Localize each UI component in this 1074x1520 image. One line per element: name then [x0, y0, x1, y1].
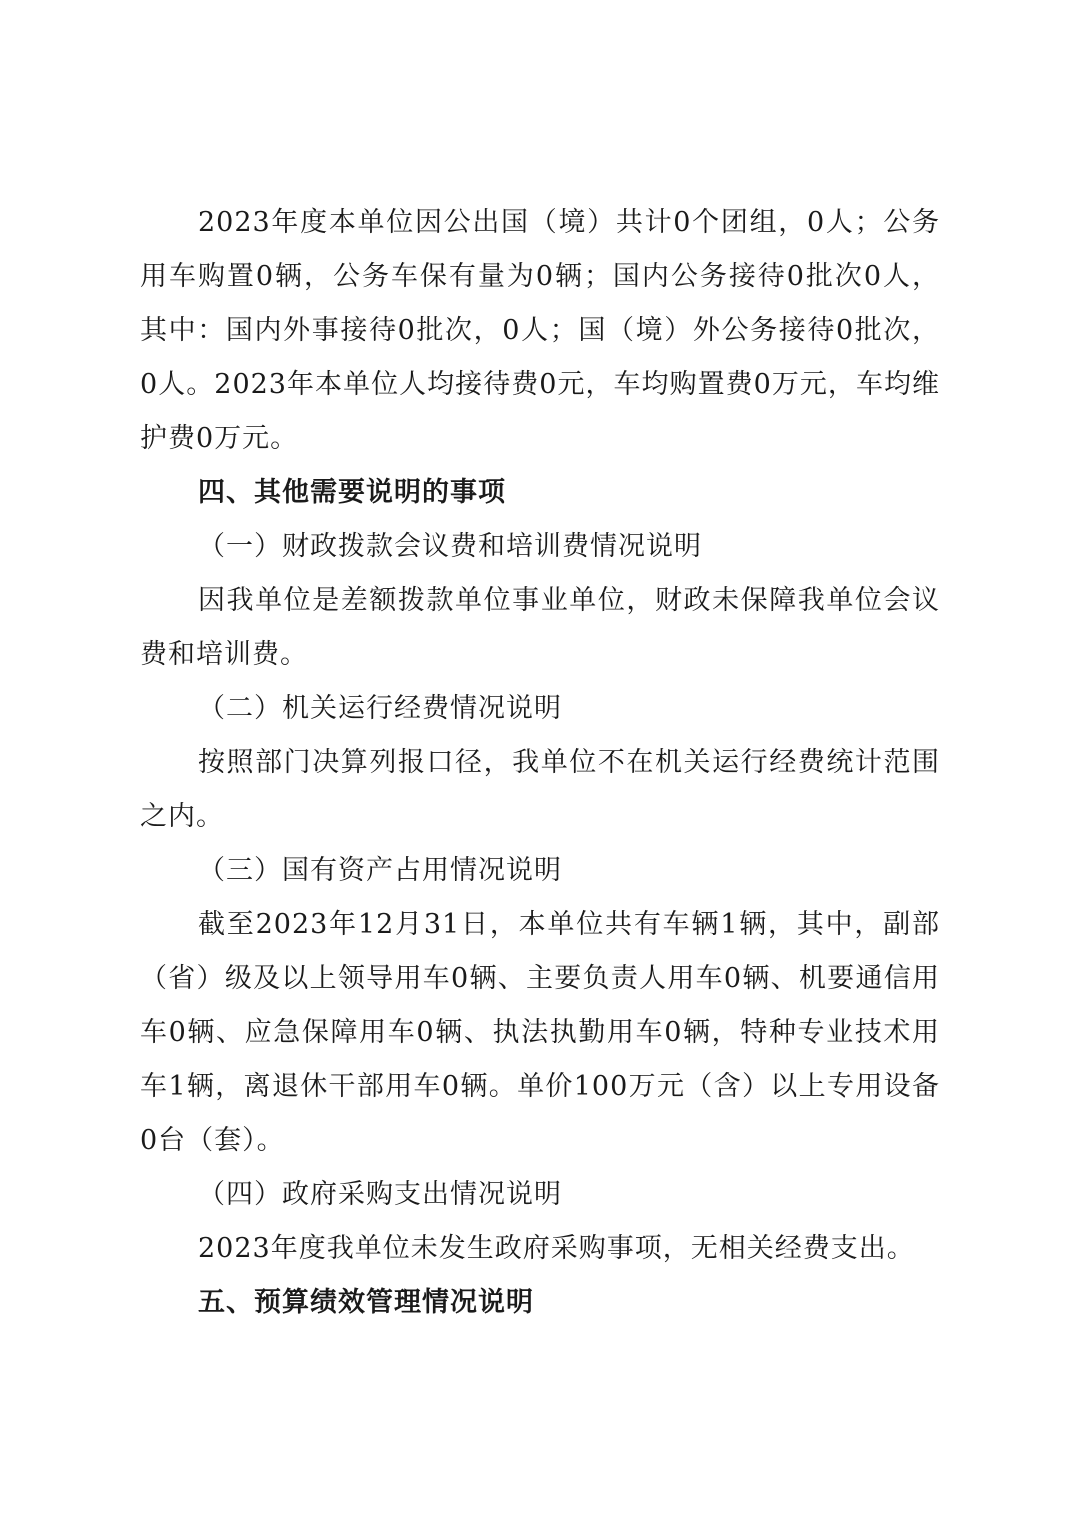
paragraph-state-assets: 截至2023年12月31日，本单位共有车辆1辆，其中，副部（省）级及以上领导用车0辆、主要负责人用车0辆、机要通信用车0辆、应急保障用车0辆、执法执勤用车0辆，特种专业技术用车1辆，离退休干部用车0辆。单价100万元（含）以上专用设备0台（套）。 — [140, 909, 940, 1156]
paragraph-three-public-expenses: 2023年度本单位因公出国（境）共计0个团组，0人；公务用车购置0辆，公务车保有量为0辆；国内公务接待0批次0人，其中：国内外事接待0批次，0人；国（境）外公务接待0批次，0人。2023年本单位人均接待费0元，车均购置费0万元，车均维护费0万元。 — [140, 207, 940, 454]
subheading-state-assets: （三）国有资产占用情况说明 — [198, 855, 562, 886]
paragraph-operating-expenses: 按照部门决算列报口径，我单位不在机关运行经费统计范围之内。 — [140, 747, 940, 832]
subheading-government-procurement: （四）政府采购支出情况说明 — [198, 1179, 562, 1210]
subheading-meeting-training-fees: （一）财政拨款会议费和培训费情况说明 — [198, 531, 702, 562]
heading-section-five: 五、预算绩效管理情况说明 — [198, 1287, 534, 1318]
paragraph-meeting-training-fees: 因我单位是差额拨款单位事业单位，财政未保障我单位会议费和培训费。 — [140, 585, 940, 670]
heading-section-four: 四、其他需要说明的事项 — [198, 477, 506, 508]
document-body — [140, 196, 940, 1330]
subheading-operating-expenses: （二）机关运行经费情况说明 — [198, 693, 562, 724]
paragraph-government-procurement: 2023年度我单位未发生政府采购事项，无相关经费支出。 — [198, 1233, 915, 1264]
